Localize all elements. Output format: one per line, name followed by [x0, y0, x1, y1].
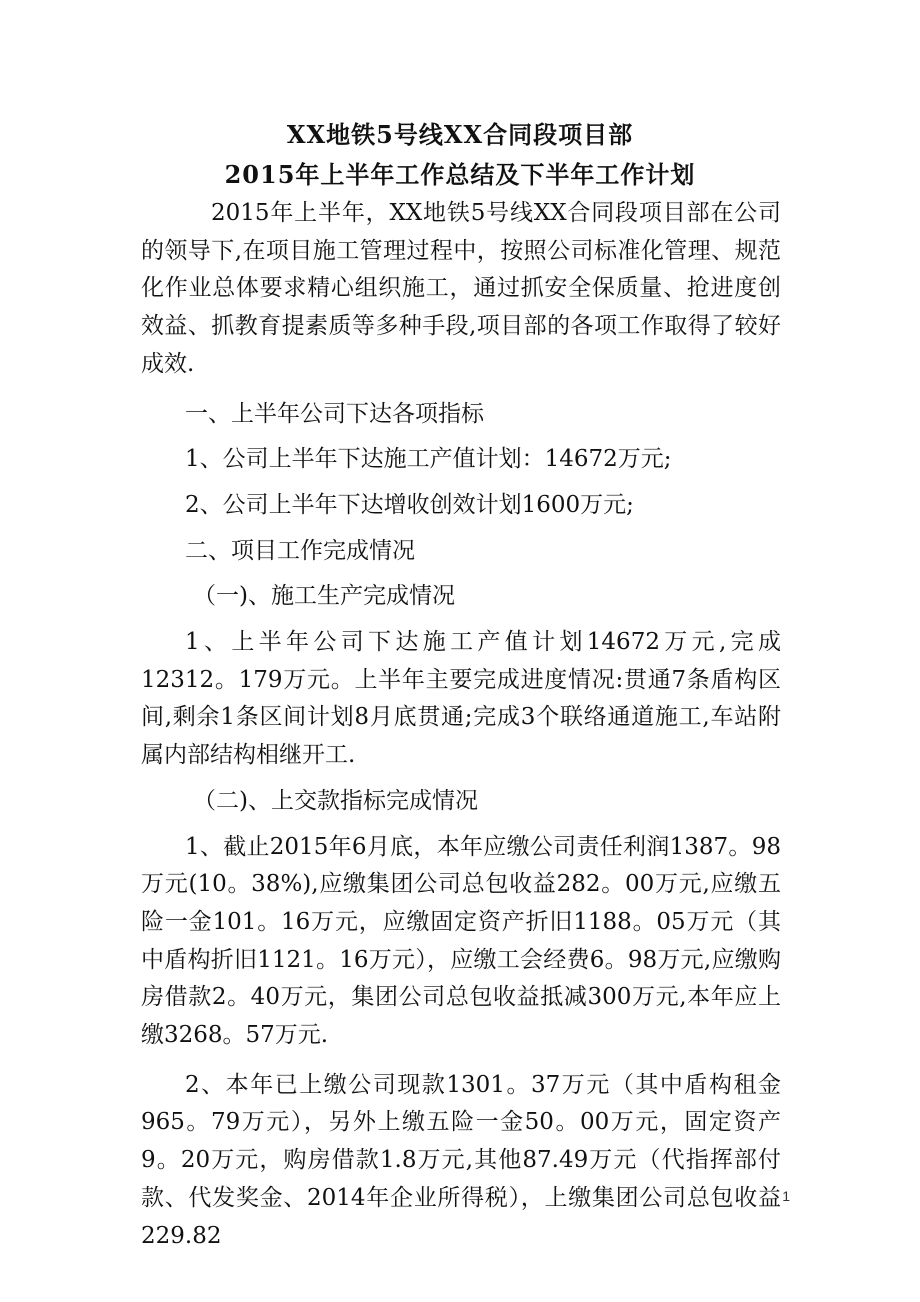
- document-title: XX地铁5号线XX合同段项目部: [286, 120, 634, 149]
- document-subtitle: 2015年上半年工作总结及下半年工作计划: [224, 160, 696, 189]
- document-body: [141, 195, 781, 1255]
- production-paragraph: 1、上半年公司下达施工产值计划14672万元,完成12312。179万元。上半年主要完成进度情况:贯通7条盾构区间,剩余1条区间计划8月底贯通;完成3个联络通道施工,车站附属内部结构相继开工.: [141, 629, 781, 769]
- indicator-item-2: 2、公司上半年下达增收创效计划1600万元;: [185, 491, 634, 518]
- payment-paragraph-1: 1、截止2015年6月底，本年应缴公司责任利润1387。98万元(10。38%),应缴集团公司总包收益282。00万元,应缴五险一金101。16万元，应缴固定资产折旧1188。05万元（其中盾构折旧1121。16万元），应缴工会经费6。98万元,应缴购房借款2。40万元，集团公司总包收益抵减300万元,本年应上缴3268。57万元.: [141, 833, 781, 1049]
- section-heading-1: 一、上半年公司下达各项指标: [185, 400, 484, 427]
- payment-paragraph-2: 2、本年已上缴公司现款1301。37万元（其中盾构租金965。79万元），另外上缴五险一金50。00万元，固定资产9。20万元，购房借款1.8万元,其他87.49万元（代指挥部付款、代发奖金、2014年企业所得税），上缴集团公司总包收益229.82: [141, 1071, 781, 1249]
- subsection-heading-2: （二)、上交款指标完成情况: [193, 787, 478, 814]
- section-heading-2: 二、项目工作完成情况: [185, 537, 415, 564]
- subsection-heading-1: （一)、施工生产完成情况: [193, 583, 455, 610]
- indicator-item-1: 1、公司上半年下达施工产值计划：14672万元;: [185, 446, 672, 473]
- page-number: 1: [782, 1188, 790, 1204]
- intro-paragraph: 2015年上半年，XX地铁5号线XX合同段项目部在公司的领导下,在项目施工管理过程中，按照公司标准化管理、规范化作业总体要求精心组织施工，通过抓安全保质量、抢进度创效益、抓教育提素质等多种手段,项目部的各项工作取得了较好成效.: [141, 200, 781, 377]
